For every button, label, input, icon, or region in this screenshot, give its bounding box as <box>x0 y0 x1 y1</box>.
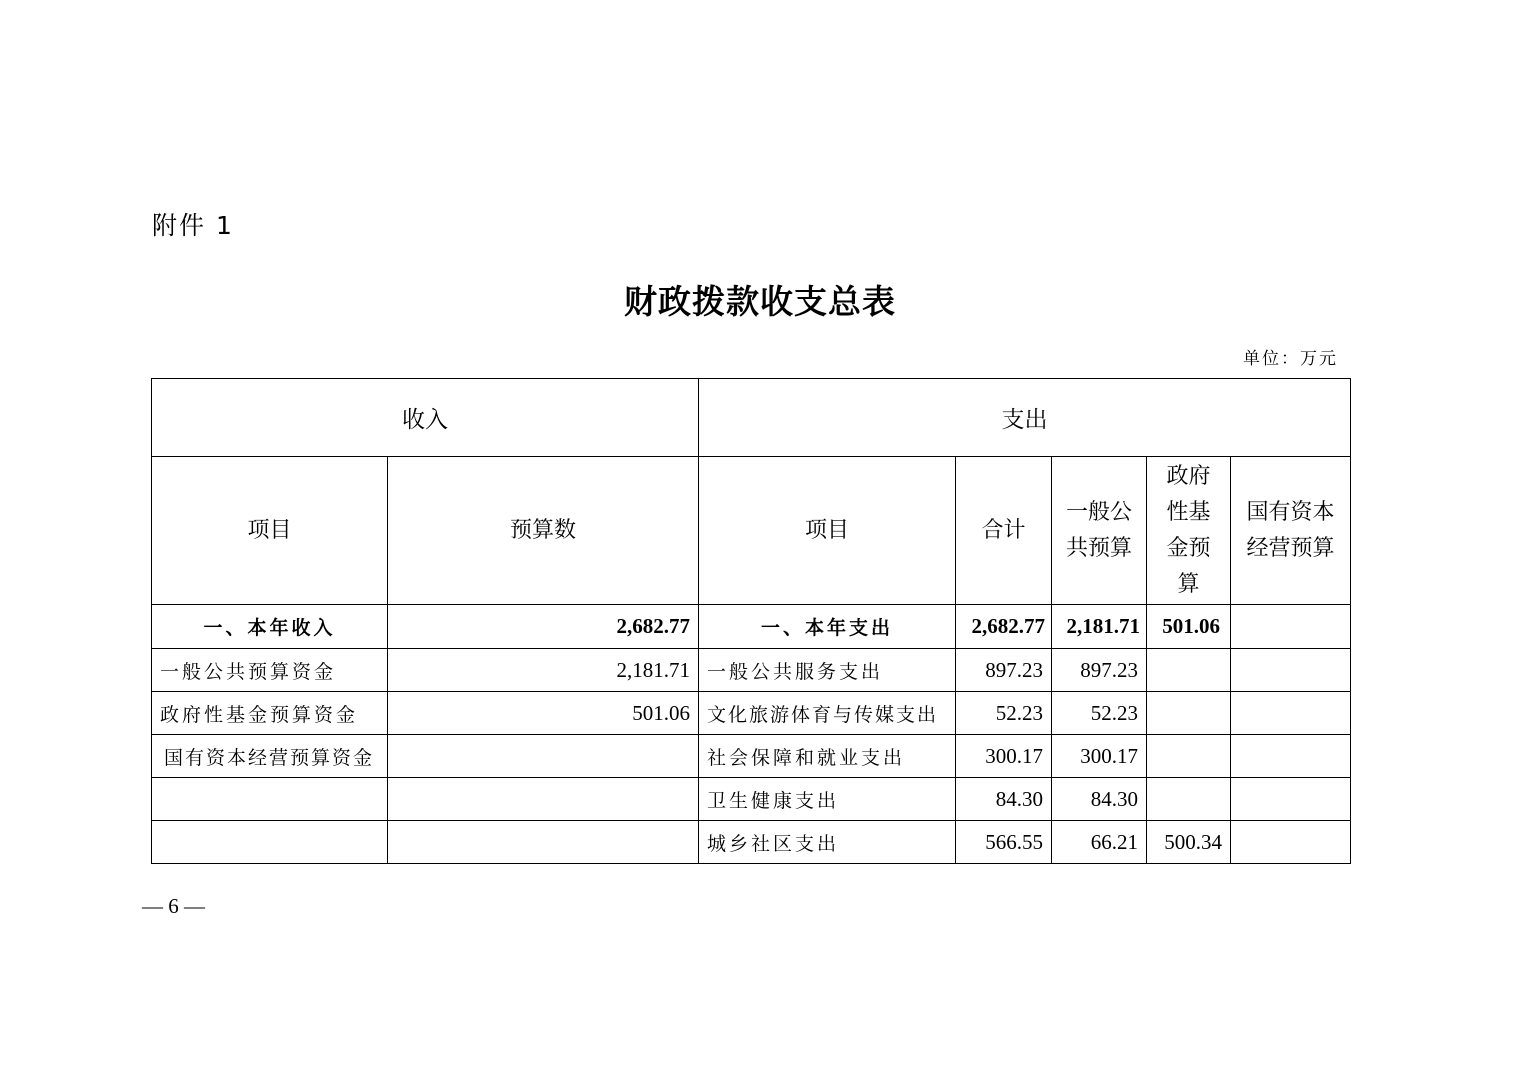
gov-fund-cell <box>1147 692 1231 735</box>
expense-item-cell: 文化旅游体育与传媒支出 <box>699 692 956 735</box>
general-cell: 897.23 <box>1052 649 1147 692</box>
income-budget-cell: 2,181.71 <box>388 649 699 692</box>
table-row <box>152 778 1351 821</box>
income-item-cell: 一般公共预算资金 <box>152 649 388 692</box>
gov-fund-cell: 501.06 <box>1147 605 1231 649</box>
table-row <box>152 735 1351 778</box>
table-header-row <box>152 379 1351 457</box>
gov-fund-cell <box>1147 649 1231 692</box>
state-capital-cell <box>1231 692 1351 735</box>
income-budget-cell <box>388 778 699 821</box>
state-capital-cell <box>1231 778 1351 821</box>
table-row <box>152 821 1351 864</box>
income-item-cell: 一、本年收入 <box>152 605 388 649</box>
expense-item-cell: 一般公共服务支出 <box>699 649 956 692</box>
income-item-cell <box>152 778 388 821</box>
expense-item-cell: 城乡社区支出 <box>699 821 956 864</box>
general-cell: 300.17 <box>1052 735 1147 778</box>
income-budget-cell <box>388 735 699 778</box>
general-cell: 66.21 <box>1052 821 1147 864</box>
income-header: 收入 <box>152 379 699 457</box>
total-cell: 84.30 <box>956 778 1052 821</box>
unit-label: 单位：万元 <box>1243 349 1338 369</box>
income-budget-cell: 501.06 <box>388 692 699 735</box>
income-item-header: 项目 <box>152 457 388 605</box>
gov-fund-cell: 500.34 <box>1147 821 1231 864</box>
expense-item-cell: 卫生健康支出 <box>699 778 956 821</box>
income-item-cell <box>152 821 388 864</box>
total-cell: 52.23 <box>956 692 1052 735</box>
total-cell: 300.17 <box>956 735 1052 778</box>
general-cell: 2,181.71 <box>1052 605 1147 649</box>
gov-fund-cell <box>1147 735 1231 778</box>
state-capital-cell <box>1231 735 1351 778</box>
page-title: 财政拨款收支总表 <box>624 282 896 321</box>
expense-header: 支出 <box>699 379 1351 457</box>
gov-fund-cell <box>1147 778 1231 821</box>
total-header: 合计 <box>956 457 1052 605</box>
table-row <box>152 649 1351 692</box>
income-budget-cell <box>388 821 699 864</box>
state-capital-cell <box>1231 649 1351 692</box>
expense-item-header: 项目 <box>699 457 956 605</box>
income-budget-header: 预算数 <box>388 457 699 605</box>
general-cell: 84.30 <box>1052 778 1147 821</box>
total-cell: 2,682.77 <box>956 605 1052 649</box>
attachment-label: 附件 1 <box>152 211 234 240</box>
state-capital-budget-header: 国有资本经营预算 <box>1231 457 1351 605</box>
gov-fund-budget-header: 政府性基金预算 <box>1147 457 1231 605</box>
table-subheader-row <box>152 457 1351 605</box>
budget-table <box>151 378 1351 864</box>
table-row <box>152 692 1351 735</box>
general-cell: 52.23 <box>1052 692 1147 735</box>
income-item-cell: 政府性基金预算资金 <box>152 692 388 735</box>
general-budget-header: 一般公共预算 <box>1052 457 1147 605</box>
income-budget-cell: 2,682.77 <box>388 605 699 649</box>
state-capital-cell <box>1231 605 1351 649</box>
state-capital-cell <box>1231 821 1351 864</box>
table-row <box>152 605 1351 649</box>
income-item-cell: 国有资本经营预算资金 <box>152 735 388 778</box>
expense-item-cell: 一、本年支出 <box>699 605 956 649</box>
expense-item-cell: 社会保障和就业支出 <box>699 735 956 778</box>
total-cell: 566.55 <box>956 821 1052 864</box>
page-number: — 6 — <box>142 894 205 918</box>
total-cell: 897.23 <box>956 649 1052 692</box>
